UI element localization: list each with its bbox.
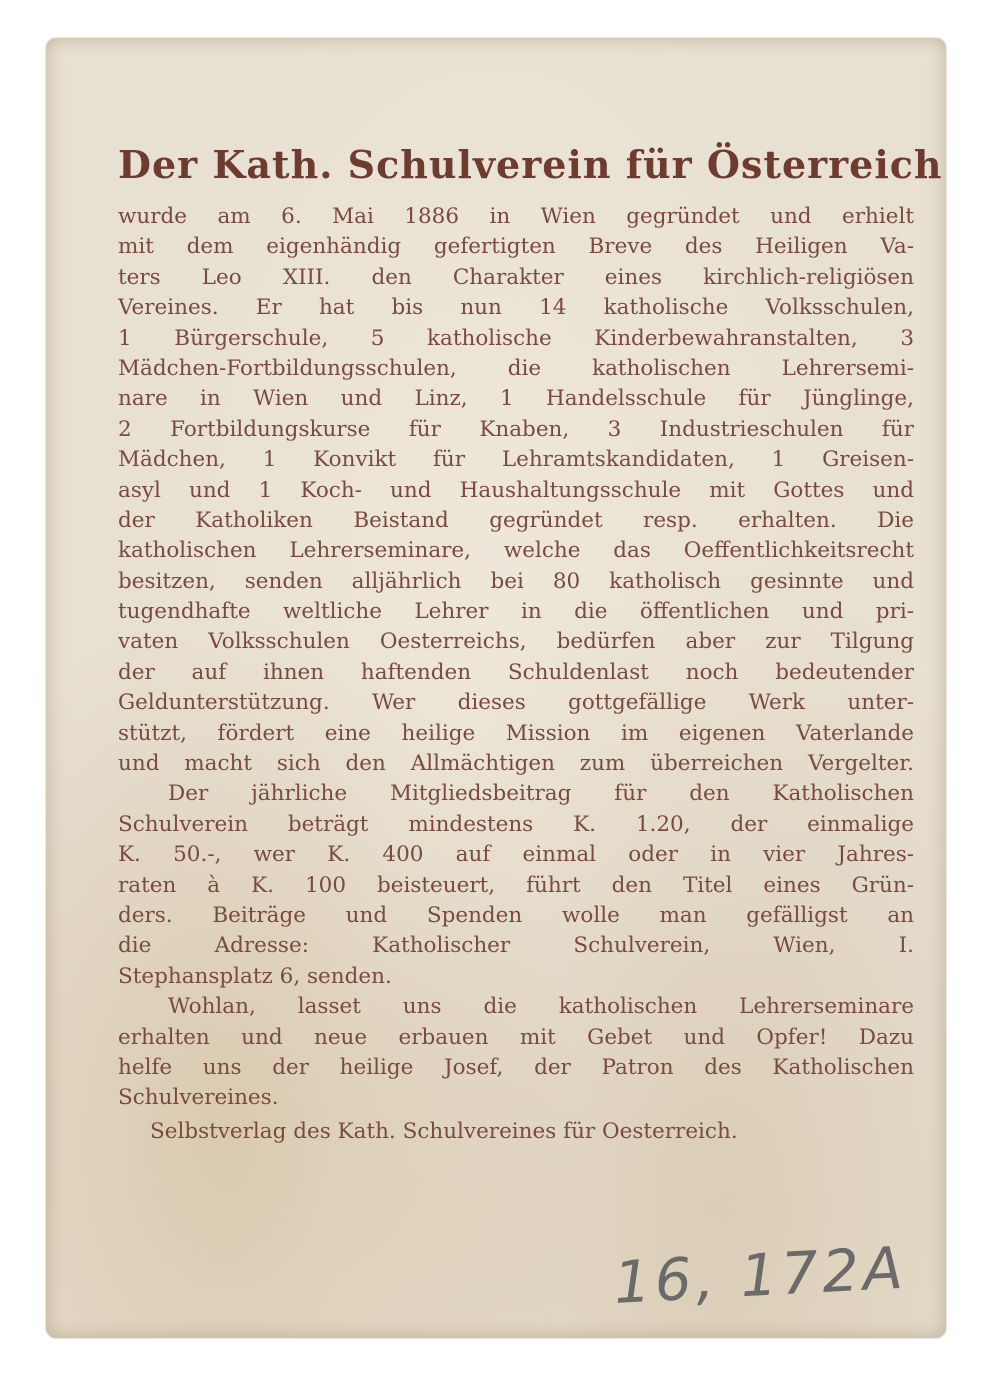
text-line: Wohlan, lasset uns die katholischen Lehrerseminare — [168, 994, 914, 1020]
text-line: 1 Bürgerschule, 5 katholische Kinderbewahranstalten, 3 — [118, 325, 914, 351]
text-line: katholischen Lehrerseminare, welche das Oeffentlichkeitsrecht — [118, 538, 914, 564]
text-line: besitzen, senden alljährlich bei 80 katholisch gesinnte und — [118, 568, 914, 594]
text-line: raten à K. 100 beisteuert, führt den Titel eines Grün- — [118, 872, 914, 898]
text-line: nare in Wien und Linz, 1 Handelsschule für Jünglinge, — [118, 386, 914, 412]
text-line: 2 Fortbildungskurse für Knaben, 3 Industrieschulen für — [118, 416, 914, 442]
text-line: Geldunterstützung. Wer dieses gottgefällige Werk unter- — [118, 690, 914, 716]
text-line: ders. Beiträge und Spenden wolle man gefälligst an — [118, 902, 914, 928]
text-line: helfe uns der heilige Josef, der Patron des Katholischen — [118, 1054, 914, 1080]
text-line: Der jährliche Mitgliedsbeitrag für den Katholischen — [168, 781, 914, 807]
text-line: stützt, fördert eine heilige Mission im eigenen Vaterlande — [118, 720, 914, 746]
text-line: tugendhafte weltliche Lehrer in die öffentlichen und pri- — [118, 599, 914, 625]
publisher-imprint: Selbstverlag des Kath. Schulvereines für Oesterreich. — [150, 1119, 738, 1144]
text-line: Mädchen-Fortbildungsschulen, die katholischen Lehrersemi- — [118, 355, 914, 381]
body-text — [118, 202, 914, 1114]
handwritten-inventory-number: 16, 172A — [612, 1233, 909, 1317]
text-line: Vereines. Er hat bis nun 14 katholische Volksschulen, — [118, 295, 914, 321]
text-line: der Katholiken Beistand gegründet resp. erhalten. Die — [118, 507, 914, 533]
text-line: ters Leo XIII. den Charakter eines kirchlich-religiösen — [118, 264, 914, 290]
text-line: mit dem eigenhändig gefertigten Breve des Heiligen Va- — [118, 234, 914, 260]
document-title: Der Kath. Schulverein für Österreich — [118, 142, 943, 187]
text-line: vaten Volksschulen Oesterreichs, bedürfen aber zur Tilgung — [118, 629, 914, 655]
text-line: und macht sich den Allmächtigen zum überreichen Vergelter. — [118, 751, 914, 777]
text-line: asyl und 1 Koch- und Haushaltungsschule mit Gottes und — [118, 477, 914, 503]
text-line: der auf ihnen haftenden Schuldenlast noch bedeutender — [118, 659, 914, 685]
text-line: K. 50.-, wer K. 400 auf einmal oder in vier Jahres- — [118, 842, 914, 868]
text-line: wurde am 6. Mai 1886 in Wien gegründet und erhielt — [118, 204, 914, 229]
text-line: Mädchen, 1 Konvikt für Lehramtskandidaten, 1 Greisen- — [118, 447, 914, 473]
text-line: Schulverein beträgt mindestens K. 1.20, der einmalige — [118, 811, 914, 837]
text-line: erhalten und neue erbauen mit Gebet und Opfer! Dazu — [118, 1024, 914, 1050]
text-line: Schulvereines. — [118, 1085, 279, 1111]
text-line: die Adresse: Katholischer Schulverein, Wien, I. — [118, 933, 914, 959]
text-line: Stephansplatz 6, senden. — [118, 963, 392, 989]
